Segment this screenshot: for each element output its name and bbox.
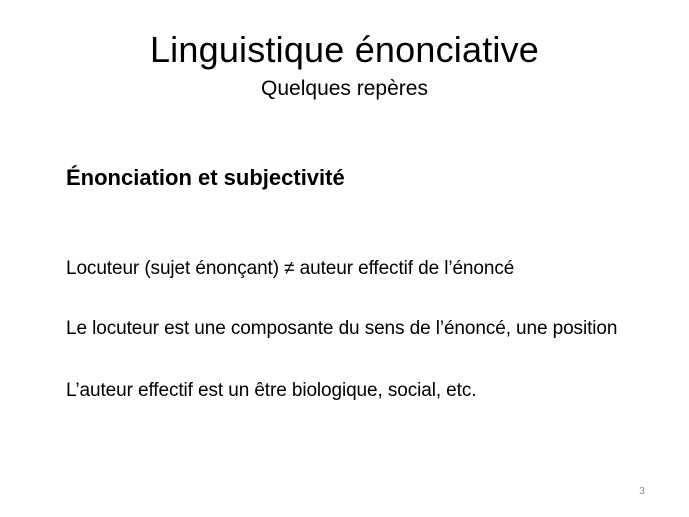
- slide-subtitle: Quelques repères: [261, 77, 428, 100]
- body-line-1: Locuteur (sujet énonçant) ≠ auteur effectif de l’énoncé: [66, 258, 515, 279]
- slide-title: Linguistique énonciative: [149, 29, 540, 70]
- body-line-2: Le locuteur est une composante du sens de l’énoncé, une position: [66, 318, 618, 339]
- section-heading: Énonciation et subjectivité: [66, 165, 345, 190]
- slide-number: 3: [639, 486, 645, 497]
- body-line-3: L’auteur effectif est un être biologique, social, etc.: [66, 380, 477, 401]
